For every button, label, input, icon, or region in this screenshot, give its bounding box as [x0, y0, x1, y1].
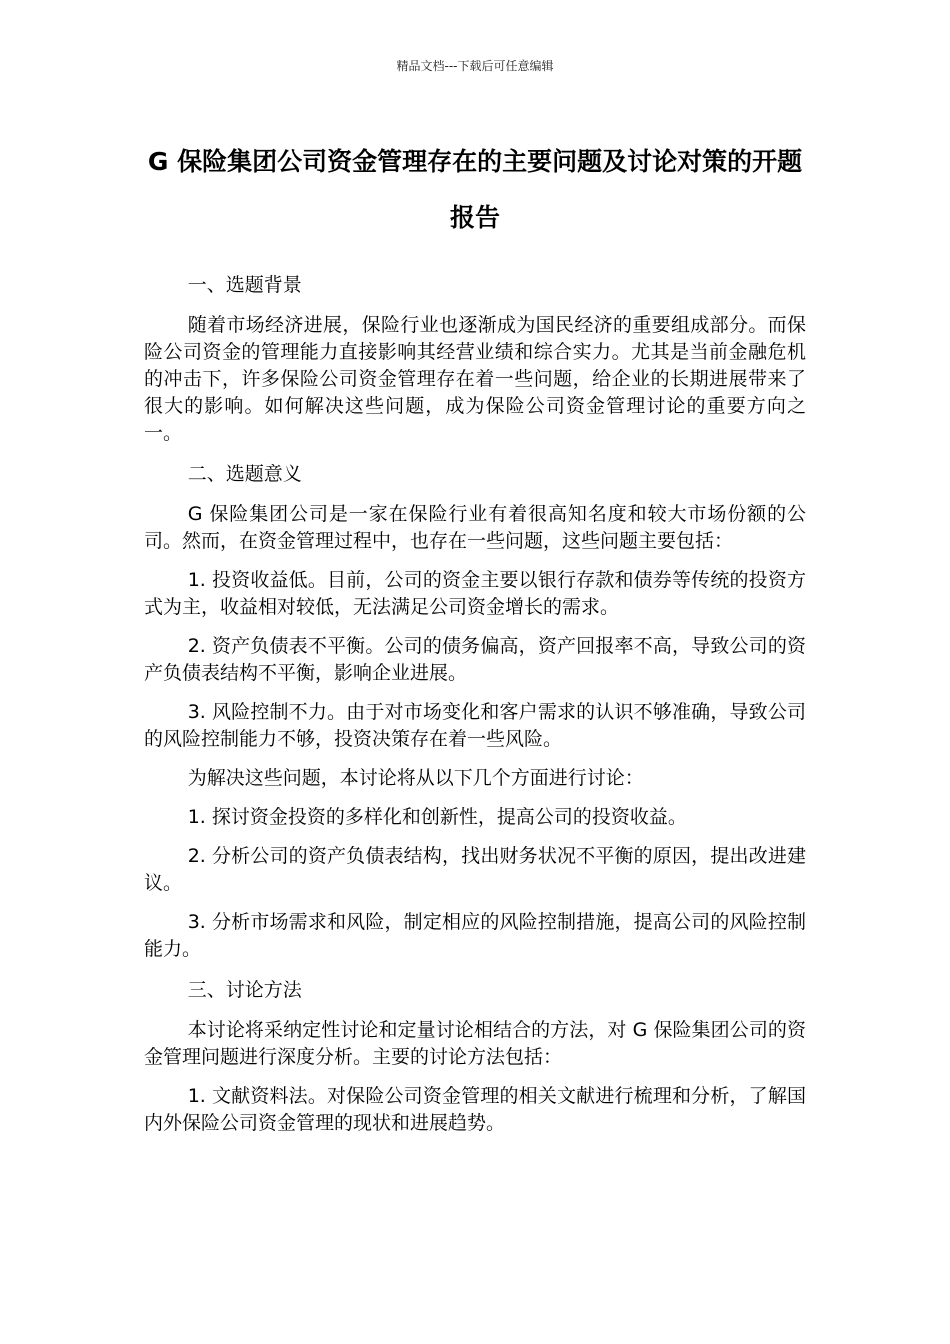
list-item: 2. 资产负债表不平衡。公司的债务偏高，资产回报率不高，导致公司的资产负债表结构不平衡，影响企业进展。 [144, 635, 806, 684]
section-heading-background: 一、选题背景 [187, 274, 302, 296]
list-item: 1. 探讨资金投资的多样化和创新性，提高公司的投资收益。 [187, 806, 687, 828]
list-item: 1. 文献资料法。对保险公司资金管理的相关文献进行梳理和分析，了解国内外保险公司资金管理的现状和进展趋势。 [144, 1085, 806, 1134]
section-heading-methods: 三、讨论方法 [187, 979, 302, 1001]
document-title: G 保险集团公司资金管理存在的主要问题及讨论对策的开题报告 [147, 147, 803, 232]
list-item: 2. 分析公司的资产负债表结构，找出财务状况不平衡的原因，提出改进建议。 [144, 845, 806, 894]
document-body [144, 270, 806, 1149]
paragraph: G 保险集团公司是一家在保险行业有着很高知名度和较大市场份额的公司。然而，在资金管理过程中，也存在一些问题，这些问题主要包括： [144, 503, 806, 552]
paragraph: 随着市场经济进展，保险行业也逐渐成为国民经济的重要组成部分。而保险公司资金的管理能力直接影响其经营业绩和综合实力。尤其是当前金融危机的冲击下，许多保险公司资金管理存在着一些问题，给企业的长期进展带来了很大的影响。如何解决这些问题，成为保险公司资金管理讨论的重要方向之一。 [144, 314, 806, 444]
list-item: 1. 投资收益低。目前，公司的资金主要以银行存款和债券等传统的投资方式为主，收益相对较低，无法满足公司资金增长的需求。 [144, 569, 806, 618]
section-heading-significance: 二、选题意义 [187, 463, 302, 485]
list-item: 3. 分析市场需求和风险，制定相应的风险控制措施，提高公司的风险控制能力。 [144, 911, 806, 960]
header-note: 精品文档---下载后可任意编辑 [396, 59, 554, 73]
paragraph: 本讨论将采纳定性讨论和定量讨论相结合的方法，对 G 保险集团公司的资金管理问题进行深度分析。主要的讨论方法包括： [144, 1019, 806, 1068]
list-item: 3. 风险控制不力。由于对市场变化和客户需求的认识不够准确，导致公司的风险控制能力不够，投资决策存在着一些风险。 [144, 701, 806, 750]
paragraph: 为解决这些问题，本讨论将从以下几个方面进行讨论： [187, 767, 644, 789]
